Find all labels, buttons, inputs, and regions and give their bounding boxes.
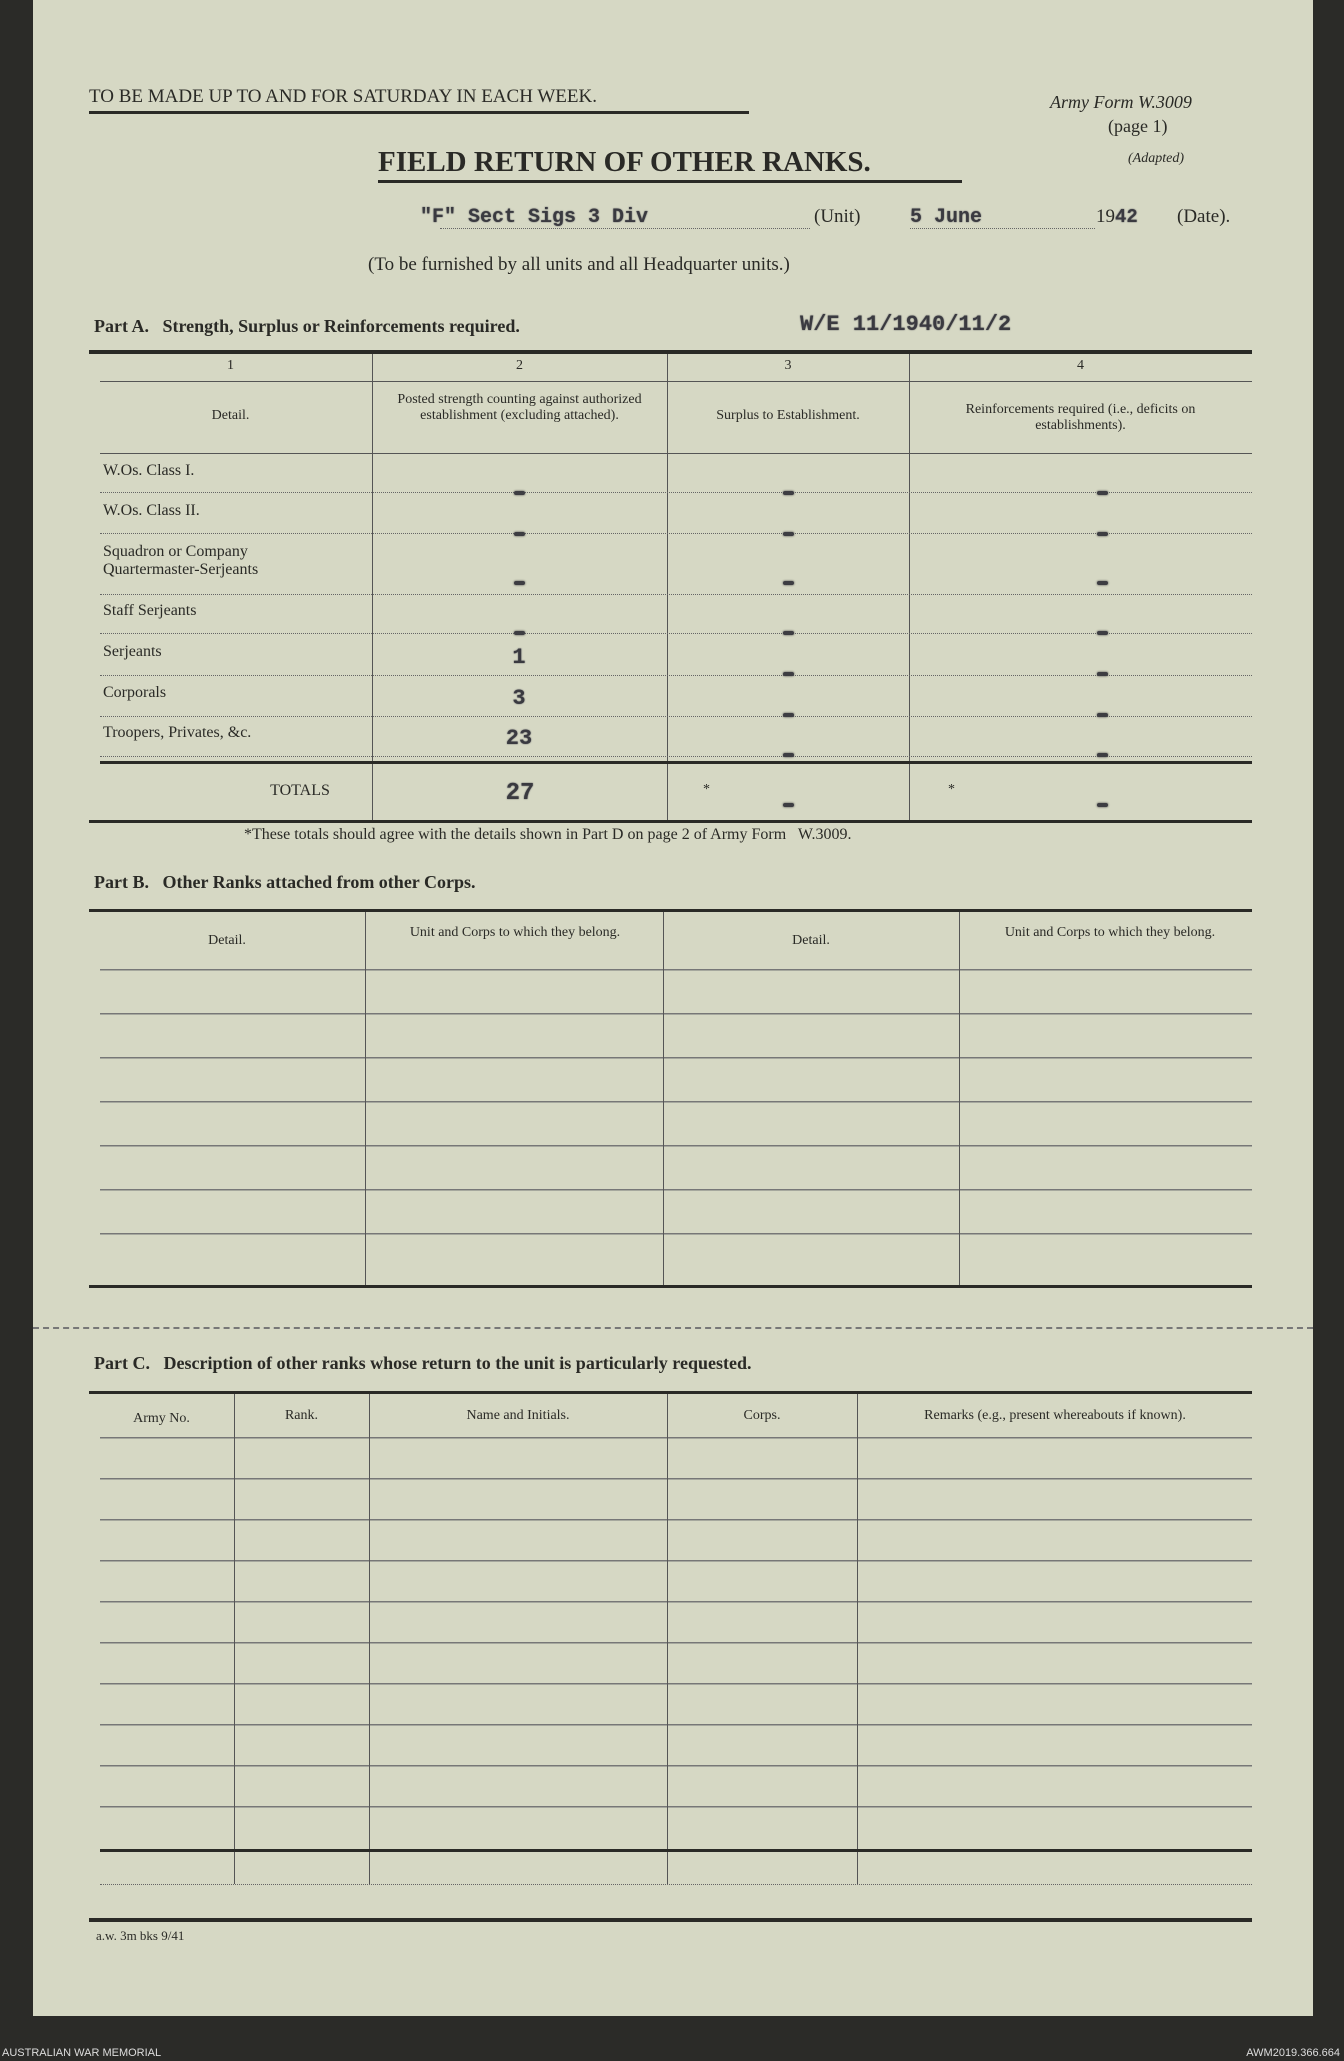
title-underline (378, 180, 962, 183)
row-reinforcements-value (1042, 622, 1162, 640)
row-reinforcements-value (1042, 523, 1162, 541)
dash-mark (783, 491, 794, 495)
col-header-posted: Posted strength counting against authorized establishment (excluding attached). (397, 392, 642, 423)
row-reinforcements-value (1042, 744, 1162, 762)
totals-label: TOTALS (270, 782, 330, 799)
totals-reinforcements-asterisk: * (948, 782, 955, 797)
part-b-col-divider (663, 912, 664, 1286)
year-value: 42 (1115, 206, 1138, 228)
col-number-3: 3 (784, 358, 792, 373)
part-c-col-divider (857, 1394, 858, 1884)
row-surplus-value (728, 572, 848, 590)
part-c-title: Part C. Description of other ranks whose return to the unit is particularly requested. (94, 1353, 752, 1373)
part-a-col-divider (909, 354, 910, 821)
dash-mark (783, 753, 794, 757)
part-c-col-divider (234, 1394, 235, 1884)
part-c-entry-lines (100, 1437, 1252, 1842)
row-posted-value (459, 645, 579, 670)
dash-mark (514, 581, 525, 585)
instruction-underline (89, 111, 749, 114)
col-header-reinforcements: Reinforcements required (i.e., deficits on establishments). (965, 402, 1196, 433)
part-a-top-rule (89, 350, 1252, 354)
dash-mark (1097, 532, 1108, 536)
dash-mark (783, 631, 794, 635)
row-label: Corporals (103, 684, 167, 701)
dash-mark (1097, 713, 1108, 717)
row-surplus-value (728, 523, 848, 541)
totals-surplus-asterisk: * (703, 782, 710, 797)
dash-mark (1097, 581, 1108, 585)
part-c-header-rank: Rank. (284, 1408, 319, 1423)
part-c-header-name: Name and Initials. (466, 1408, 570, 1423)
row-surplus-value (728, 663, 848, 681)
typed-value: 3 (512, 686, 526, 711)
row-reinforcements-value (1042, 663, 1162, 681)
part-a-bottom-rule (89, 820, 1252, 823)
dash-mark (1097, 753, 1108, 757)
print-code: a.w. 3m bks 9/41 (96, 1928, 185, 1943)
row-posted-value (459, 686, 579, 711)
date-label: (Date). (1177, 206, 1231, 227)
dash-mark (514, 532, 525, 536)
dash-mark (514, 631, 525, 635)
dash-mark (783, 581, 794, 585)
col-header-detail: Detail. (211, 408, 250, 423)
typed-value: 1 (512, 645, 526, 670)
row-surplus-value (728, 482, 848, 500)
dash-mark (1097, 672, 1108, 676)
part-c-bottom-rule (89, 1918, 1252, 1922)
unit-label: (Unit) (814, 206, 861, 227)
unit-dotted-line (440, 228, 810, 229)
row-posted-value (459, 482, 579, 500)
furnished-note: (To be furnished by all units and all Headquarter units.) (368, 254, 790, 275)
form-number: Army Form W.3009 (1050, 92, 1192, 112)
dash-mark (783, 713, 794, 717)
part-a-title: Part A. Strength, Surplus or Reinforcements required. (94, 316, 520, 336)
totals-surplus (738, 794, 838, 812)
instruction-text: TO BE MADE UP TO AND FOR SATURDAY IN EACH WEEK. (89, 86, 597, 107)
dash-mark (783, 532, 794, 536)
row-label: Serjeants (103, 643, 162, 660)
part-b-header-unit-1: Unit and Corps to which they belong. (409, 925, 621, 940)
year-prefix: 19 (1096, 206, 1115, 227)
part-c-top-rule (89, 1391, 1252, 1394)
part-c-header-remarks: Remarks (e.g., present whereabouts if known). (924, 1408, 1186, 1423)
row-surplus-value (728, 704, 848, 722)
archive-credit: AUSTRALIAN WAR MEMORIAL (2, 2047, 162, 2059)
col-header-surplus: Surplus to Establishment. (716, 408, 860, 423)
row-rule (100, 594, 1252, 595)
part-b-top-rule (89, 909, 1252, 912)
dash-mark (514, 491, 525, 495)
part-b-title: Part B. Other Ranks attached from other Corps. (94, 872, 476, 892)
we-reference: W/E 11/1940/11/2 (800, 312, 1012, 337)
tear-line (33, 1327, 1313, 1329)
part-b-col-divider (959, 912, 960, 1286)
dash-mark (1097, 803, 1108, 807)
part-a-col-divider (667, 354, 668, 821)
dash-mark (1097, 631, 1108, 635)
part-c-double-rule (100, 1849, 1252, 1852)
row-posted-value (459, 523, 579, 541)
col-number-1: 1 (227, 358, 234, 373)
row-posted-value (459, 622, 579, 640)
row-label: W.Os. Class II. (103, 502, 200, 519)
rule (100, 453, 1252, 454)
date-value: 5 June (910, 206, 983, 229)
row-label: Troopers, Privates, &c. (103, 724, 252, 741)
row-label: Squadron or Company Quartermaster-Serjeants (103, 543, 259, 578)
row-posted-value (459, 572, 579, 590)
col-number-4: 4 (1077, 358, 1084, 373)
part-a-footnote: *These totals should agree with the details shown in Part D on page 2 of Army Form W.3009. (244, 826, 852, 843)
part-c-col-divider (369, 1394, 370, 1884)
form-page: (page 1) (1108, 116, 1168, 136)
part-c-header-army-no: Army No. (133, 1411, 190, 1426)
part-c-col-divider (667, 1394, 668, 1884)
part-b-col-divider (365, 912, 366, 1286)
row-label: Staff Serjeants (103, 602, 197, 619)
col-number-2: 2 (516, 358, 523, 373)
part-a-col-divider (372, 354, 373, 821)
dash-mark (783, 803, 794, 807)
part-b-bottom-rule (89, 1285, 1252, 1288)
row-surplus-value (728, 622, 848, 640)
archive-id: AWM2019.366.664 (1246, 2047, 1340, 2059)
part-c-header-corps: Corps. (743, 1408, 781, 1423)
part-b-header-detail-2: Detail. (792, 933, 830, 948)
totals-reinforcements (1052, 794, 1152, 812)
row-rule (100, 1884, 1252, 1885)
date-dotted-line (910, 228, 1095, 229)
row-reinforcements-value (1042, 572, 1162, 590)
form-adapted: (Adapted) (1128, 151, 1184, 166)
rule (100, 381, 1252, 382)
dash-mark (1097, 491, 1108, 495)
typed-value: 23 (505, 726, 533, 751)
dash-mark (783, 672, 794, 676)
part-b-entry-lines (100, 969, 1252, 1249)
row-posted-value (459, 726, 579, 751)
part-b-header-detail-1: Detail. (208, 933, 246, 948)
row-surplus-value (728, 744, 848, 762)
row-reinforcements-value (1042, 482, 1162, 500)
row-label: W.Os. Class I. (103, 462, 195, 479)
form-title: FIELD RETURN OF OTHER RANKS. (378, 146, 871, 178)
totals-posted: 27 (505, 780, 535, 807)
row-reinforcements-value (1042, 704, 1162, 722)
part-b-header-unit-2: Unit and Corps to which they belong. (1004, 925, 1216, 940)
unit-value: "F" Sect Sigs 3 Div (420, 206, 649, 229)
